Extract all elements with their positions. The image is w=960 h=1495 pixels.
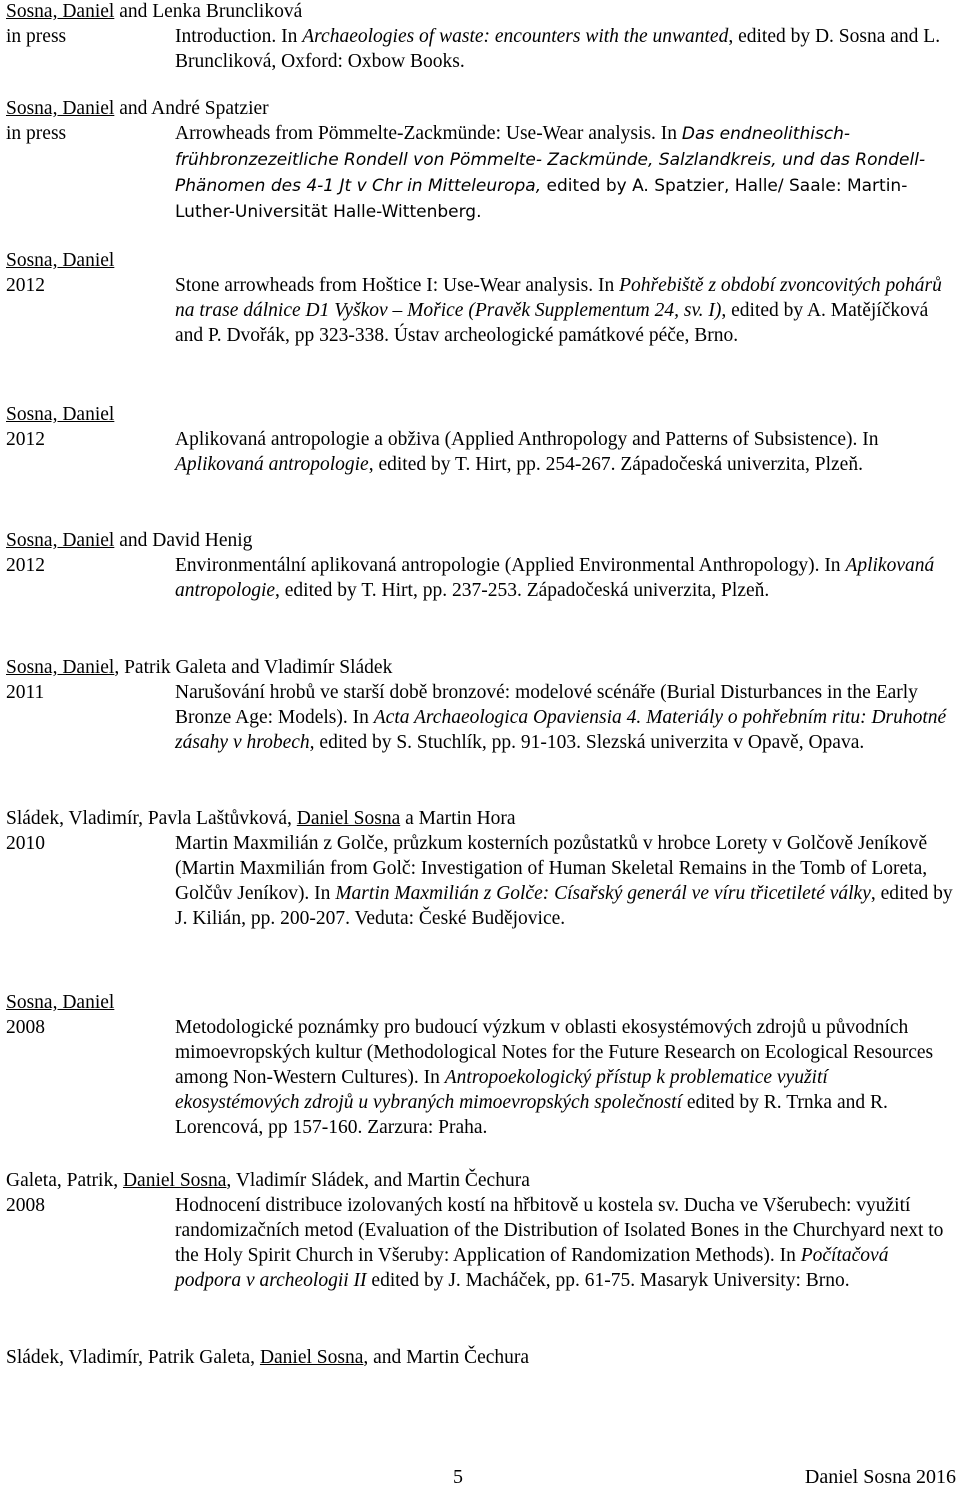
author-rest: and André Spatzier	[114, 98, 269, 119]
entry-source-title: Martin Maxmilián z Golče: Císařský generál ve víru třicetileté války	[335, 883, 871, 904]
author-rest: and David Henig	[114, 530, 253, 551]
entry-citation: Narušování hrobů ve starší době bronzové: modelové scénáře (Burial Disturbances in the Early Bronze Age: Models). In Acta Archaeologica Opaviensia 4. Materiály o pohřebním ritu: Druhotné zásahy v hrobech, edited by S. Stuchlík, pp. 91-103. Slezská univerzita v Opavě, Opava.	[175, 682, 947, 753]
entry-source-title: Das endneolithisch-frühbronzezeitliche Rondell von Pömmelte- Zackmünde, Salzlandkreis, und das Rondell-Phänomen des 4-1 Jt v Chr in Mitteleuropa,	[175, 124, 926, 196]
author-name-underlined: Sosna, Daniel	[6, 1, 115, 22]
entry-source-title: Archaeologies of waste: encounters with the unwanted	[302, 26, 729, 47]
entry-citation: Martin Maxmilián z Golče, průzkum kosterních pozůstatků v hrobce Lorety v Golčově Jeníkově (Martin Maxmilián from Golč: Investigation of Human Skeletal Remains in the Tomb of Loreta, Golčův Jeníkov). In Martin Maxmilián z Golče: Císařský generál ve víru třicetileté války, edited by J. Kilián, pp. 200-207. Veduta: České Budějovice.	[175, 833, 953, 929]
bib-entry	[6, 97, 955, 225]
entry-authors	[6, 1346, 529, 1370]
entry-authors	[6, 529, 955, 553]
entry-authors	[6, 807, 955, 831]
author-rest: , and Martin Čechura	[363, 1347, 530, 1368]
entry-authors	[6, 97, 955, 121]
entry-year: 2008	[6, 1195, 45, 1216]
entry-year: 2012	[6, 275, 45, 296]
entry-authors	[6, 656, 955, 680]
bib-entry	[6, 1169, 955, 1293]
entry-citation: Metodologické poznámky pro budoucí výzkum v oblasti ekosystémových zdrojů u původních mimoevropských kultur (Methodological Notes for the Future Research on Ecological Resources among Non-Western Cultures). In Antropoekologický přístup k problematice využití ekosystémových zdrojů u vybraných mimoevropských společností edited by R. Trnka and R. Lorencová, pp 157-160. Zarzura: Praha.	[175, 1017, 934, 1138]
author-rest: and Lenka Bruncliková	[114, 1, 303, 22]
bib-entry	[6, 807, 955, 931]
author-prefix: Galeta, Patrik,	[6, 1170, 123, 1191]
entry-source-title: Antropoekologický přístup k problematice využití ekosystémových zdrojů u vybraných mimoevropských společností	[175, 1067, 828, 1113]
author-name-underlined: Daniel Sosna	[259, 1347, 364, 1368]
author-rest: , Patrik Galeta and Vladimír Sládek	[114, 657, 393, 678]
author-name-underlined: Sosna, Daniel	[6, 530, 115, 551]
bib-entry	[6, 249, 955, 348]
entry-authors	[6, 991, 955, 1015]
page-number: 5	[453, 1466, 463, 1488]
author-name-underlined: Sosna, Daniel	[6, 250, 115, 271]
entry-year: 2012	[6, 555, 45, 576]
author-name-underlined: Daniel Sosna	[296, 808, 401, 829]
entry-authors	[6, 0, 955, 24]
author-name-underlined: Sosna, Daniel	[6, 404, 115, 425]
entry-year: in press	[6, 123, 67, 144]
entry-source-title: Acta Archaeologica Opaviensia 4. Materiály o pohřebním ritu: Druhotné zásahy v hrobech,	[175, 707, 947, 753]
author-name-underlined: Daniel Sosna	[122, 1170, 227, 1191]
entry-citation: Stone arrowheads from Hoštice I: Use-Wear analysis. In Pohřebiště z období zvoncovitých pohárů na trase dálnice D1 Vyškov – Mořice (Pravěk Supplementum 24, sv. I), edited by A. Matějíčková and P. Dvořák, pp 323-338. Ústav archeologické památkové péče, Brno.	[175, 275, 942, 346]
author-name-underlined: Sosna, Daniel	[6, 657, 115, 678]
entry-citation: Arrowheads from Pömmelte-Zackmünde: Use-Wear analysis. In Das endneolithisch-frühbronzezeitliche Rondell von Pömmelte- Zackmünde, Salzlandkreis, und das Rondell-Phänomen des 4-1 Jt v Chr in Mitteleuropa, edited by A. Spatzier, Halle/ Saale: Martin-Luther-Universität Halle-Wittenberg.	[175, 123, 926, 222]
entry-source-title: Aplikovaná antropologie	[175, 555, 935, 601]
author-rest: , Vladimír Sládek, and Martin Čechura	[226, 1170, 530, 1191]
entry-year: in press	[6, 26, 67, 47]
author-name-underlined: Sosna, Daniel	[6, 992, 115, 1013]
bib-entry	[6, 0, 955, 74]
author-prefix: Sládek, Vladimír, Patrik Galeta,	[6, 1347, 260, 1368]
entry-year: 2011	[6, 682, 45, 703]
author-name-underlined: Sosna, Daniel	[6, 98, 115, 119]
entry-citation: Introduction. In Archaeologies of waste: encounters with the unwanted, edited by D. Sosna and L. Bruncliková, Oxford: Oxbow Books.	[175, 26, 941, 72]
bib-entry	[6, 1346, 529, 1370]
entry-year: 2010	[6, 833, 45, 854]
entry-citation: Aplikovaná antropologie a obživa (Applied Anthropology and Patterns of Subsistence). In Aplikovaná antropologie, edited by T. Hirt, pp. 254-267. Západočeská univerzita, Plzeň.	[175, 429, 879, 475]
entry-authors	[6, 1169, 955, 1193]
bib-entry	[6, 529, 955, 603]
entry-source-title: Aplikovaná antropologie	[175, 454, 369, 475]
entry-source-title: Pohřebiště z období zvoncovitých pohárů na trase dálnice D1 Vyškov – Mořice (Pravěk Supplementum 24, sv. I)	[175, 275, 942, 321]
entry-year: 2012	[6, 429, 45, 450]
page-footer	[6, 1466, 956, 1491]
entry-citation: Hodnocení distribuce izolovaných kostí na hřbitově u kostela sv. Ducha ve Všerubech: využití randomizačních metod (Evaluation of the Distribution of Isolated Bones in the Churchyard next to the Holy Spirit Church in Všeruby: Application of Randomization Methods). In Počítačová podpora v archeologii II edited by J. Macháček, pp. 61-75. Masaryk University: Brno.	[175, 1195, 944, 1291]
bib-entry	[6, 403, 955, 477]
bib-entry	[6, 656, 955, 755]
author-prefix: Sládek, Vladimír, Pavla Laštůvková,	[6, 808, 297, 829]
author-rest: a Martin Hora	[400, 808, 516, 829]
entry-source-title: Počítačová podpora v archeologii II	[175, 1245, 889, 1291]
entry-authors	[6, 403, 955, 427]
entry-citation: Environmentální aplikovaná antropologie (Applied Environmental Anthropology). In Aplikovaná antropologie, edited by T. Hirt, pp. 237-253. Západočeská univerzita, Plzeň.	[175, 555, 935, 601]
footer-author-year: Daniel Sosna 2016	[804, 1466, 956, 1488]
entry-year: 2008	[6, 1017, 45, 1038]
bib-entry	[6, 991, 955, 1140]
entry-authors	[6, 249, 955, 273]
